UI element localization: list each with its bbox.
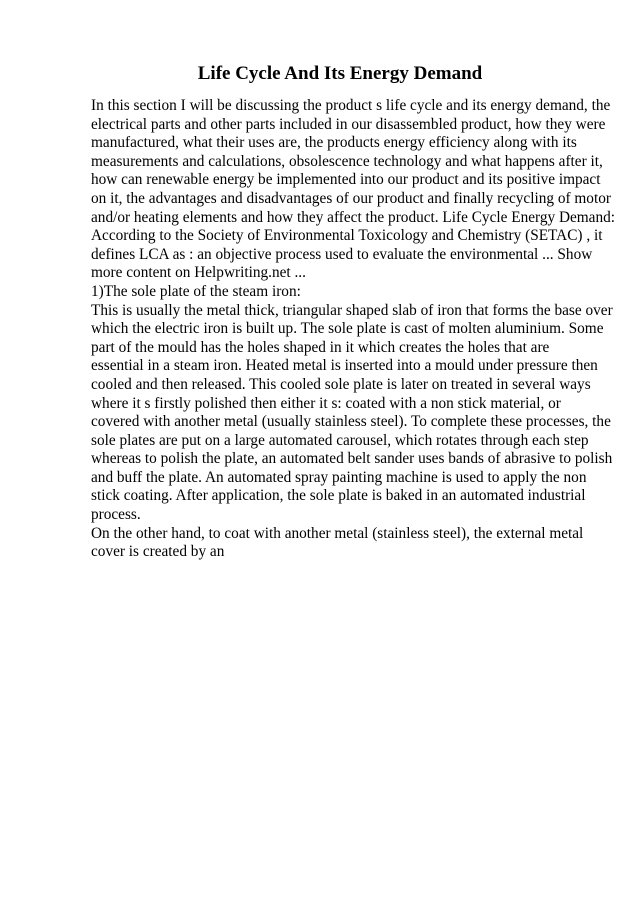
- section-heading: 1)The sole plate of the steam iron:: [91, 282, 301, 300]
- text-line: more content on Helpwriting.net ...: [91, 264, 306, 282]
- text-line: cover is created by an: [91, 543, 225, 561]
- text-line: This is usually the metal thick, triangular shaped slab of iron that forms the base over: [91, 301, 613, 319]
- text-line: defines LCA as : an objective process used to evaluate the environmental ... Show: [91, 245, 593, 263]
- text-line: process.: [91, 506, 141, 524]
- text-line: According to the Society of Environmental Toxicology and Chemistry (SETAC) , it: [91, 227, 603, 245]
- text-line: On the other hand, to coat with another metal (stainless steel), the external metal: [91, 524, 584, 542]
- text-line: sole plates are put on a large automated carousel, which rotates through each step: [91, 431, 589, 449]
- document-title: Life Cycle And Its Energy Demand: [197, 63, 483, 84]
- text-line: measurements and calculations, obsolescence technology and what happens after it,: [91, 152, 603, 170]
- text-line: In this section I will be discussing the product s life cycle and its energy demand, the: [91, 97, 611, 114]
- text-line: manufactured, what their uses are, the products energy efficiency along with its: [91, 134, 577, 152]
- text-line: covered with another metal (usually stainless steel). To complete these processes, the: [91, 413, 611, 431]
- text-line: how can renewable energy be implemented into our product and its positive impact: [91, 171, 601, 189]
- text-line: which the electric iron is built up. The sole plate is cast of molten aluminium. Some: [91, 320, 604, 338]
- text-line: where it s firstly polished then either it s: coated with a non stick material, or: [91, 394, 561, 412]
- text-line: on it, the advantages and disadvantages of our product and finally recycling of motor: [91, 189, 611, 207]
- text-line: and/or heating elements and how they affect the product. Life Cycle Energy Demand:: [91, 208, 616, 226]
- text-line: stick coating. After application, the sole plate is baked in an automated industrial: [91, 487, 586, 505]
- text-line: electrical parts and other parts included in our disassembled product, how they were: [91, 115, 606, 133]
- text-line: cooled and then released. This cooled sole plate is later on treated in several ways: [91, 375, 591, 393]
- text-line: and buff the plate. An automated spray painting machine is used to apply the non: [91, 468, 587, 486]
- text-line: essential in a steam iron. Heated metal is inserted into a mould under pressure then: [91, 357, 598, 375]
- text-line: part of the mould has the holes shaped in it which creates the holes that are: [91, 338, 550, 356]
- text-line: whereas to polish the plate, an automated belt sander uses bands of abrasive to polish: [91, 450, 613, 468]
- document-body: [91, 97, 616, 562]
